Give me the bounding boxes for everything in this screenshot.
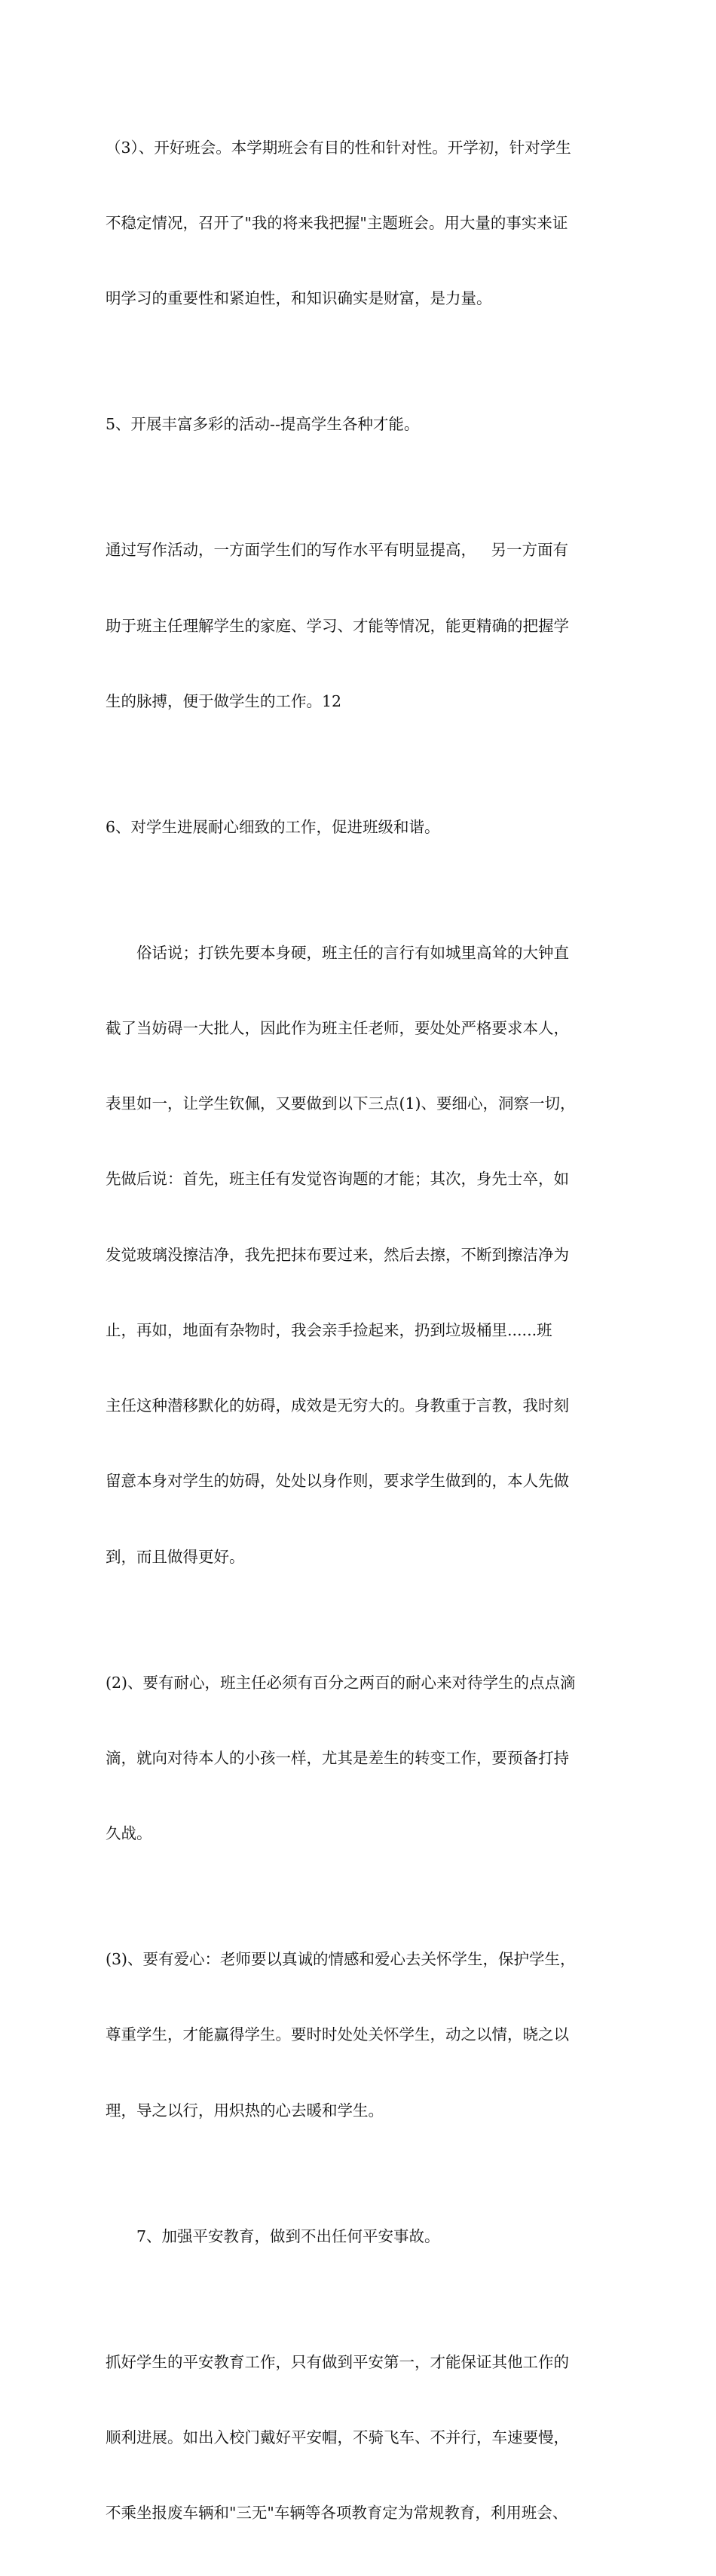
text-line: (3)、要有爱心：老师要以真诚的情感和爱心去关怀学生，保护学生， xyxy=(106,1950,576,1969)
paragraph-writing-activities xyxy=(106,488,618,765)
paragraph-safety-education xyxy=(106,2300,618,2576)
text-line: 久战。 xyxy=(106,1824,152,1843)
text-line: 通过写作活动，一方面学生们的写作水平有明显提高， 另一方面有 xyxy=(106,541,569,560)
paragraph-love xyxy=(106,1897,618,2173)
text-line: 6、对学生进展耐心细致的工作，促进班级和谐。 xyxy=(106,817,440,836)
text-line: 明学习的重要性和紧迫性，和知识确实是财富，是力量。 xyxy=(106,289,492,308)
paragraph-lead-by-example xyxy=(106,890,618,1620)
section-heading-safety xyxy=(106,2174,618,2300)
text-line: 主任这种潜移默化的妨碍，成效是无穷大的。身教重于言教，我时刻 xyxy=(106,1396,569,1415)
paragraph-class-meeting xyxy=(106,85,618,362)
text-line: (2)、要有耐心，班主任必须有百分之两百的耐心来对待学生的点点滴 xyxy=(106,1673,576,1692)
text-line: 不乘坐报废车辆和"三无"车辆等各项教育定为常规教育，利用班会、 xyxy=(106,2504,568,2522)
paragraph-patience xyxy=(106,1620,618,1897)
text-line: 顺利进展。如出入校门戴好平安帽，不骑飞车、不并行，车速要慢， xyxy=(106,2428,569,2446)
text-line: 助于班主任理解学生的家庭、学习、才能等情况，能更精确的把握学 xyxy=(106,616,569,635)
text-line: （3）、开好班会。本学期班会有目的性和针对性。开学初，针对学生 xyxy=(106,138,571,157)
text-line: 生的脉搏，便于做学生的工作。12 xyxy=(106,691,342,710)
text-line: 尊重学生，才能赢得学生。要时时处处关怀学生，动之以情，晓之以 xyxy=(106,2025,569,2044)
text-line: 俗话说；打铁先要本身硬，班主任的言行有如城里高耸的大钟直 xyxy=(136,943,569,962)
text-line: 止，再如，地面有杂物时，我会亲手捡起来，扔到垃圾桶里......班 xyxy=(106,1320,552,1339)
text-line: 5、开展丰富多彩的活动--提高学生各种才能。 xyxy=(106,415,420,434)
text-line: 滴，就向对待本人的小孩一样，尤其是差生的转变工作，要预备打持 xyxy=(106,1748,569,1767)
text-line: 理，导之以行，用炽热的心去暖和学生。 xyxy=(106,2101,384,2120)
text-line: 到，而且做得更好。 xyxy=(106,1547,245,1566)
section-heading-activities xyxy=(106,362,618,487)
text-line: 不稳定情况，召开了"我的将来我把握"主题班会。用大量的事实来证 xyxy=(106,214,568,233)
text-line: 截了当妨碍一大批人，因此作为班主任老师，要处处严格要求本人， xyxy=(106,1019,569,1038)
text-line: 留意本身对学生的妨碍，处处以身作则，要求学生做到的，本人先做 xyxy=(106,1472,569,1491)
document-body xyxy=(106,85,618,2576)
text-line: 7、加强平安教育，做到不出任何平安事故。 xyxy=(136,2227,440,2245)
section-heading-patience-work xyxy=(106,765,618,890)
text-line: 表里如一，让学生钦佩，又要做到以下三点(1)、要细心，洞察一切， xyxy=(106,1094,576,1113)
text-line: 发觉玻璃没擦洁净，我先把抹布要过来，然后去擦，不断到擦洁净为 xyxy=(106,1245,569,1264)
text-line: 抓好学生的平安教育工作，只有做到平安第一，才能保证其他工作的 xyxy=(106,2352,569,2371)
text-line: 先做后说：首先，班主任有发觉咨询题的才能；其次，身先士卒，如 xyxy=(106,1170,569,1189)
